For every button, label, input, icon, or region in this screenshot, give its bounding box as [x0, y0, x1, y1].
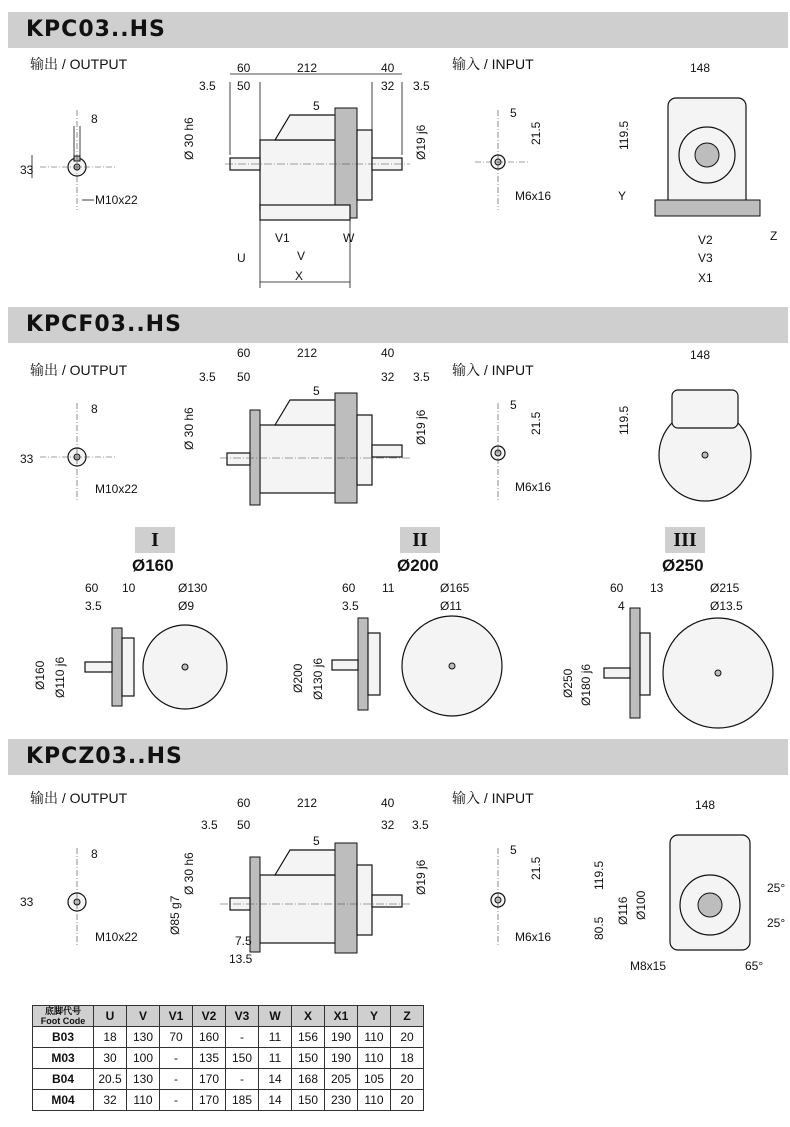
dim-V1: V1	[275, 231, 290, 245]
table-cell: -	[226, 1069, 259, 1090]
table-cell: -	[160, 1090, 193, 1111]
dim-5-input: 5	[510, 398, 517, 412]
table-cell: 190	[325, 1048, 358, 1069]
table-cell: 11	[259, 1048, 292, 1069]
flange-dim-10: 13	[650, 581, 664, 595]
column-header-foot-code	[33, 1006, 94, 1027]
dim-d85-g7: Ø85 g7	[168, 895, 182, 935]
dim-5: 5	[313, 99, 320, 113]
table-cell: 170	[193, 1069, 226, 1090]
flange-dim-60: 60	[610, 581, 624, 595]
table-cell: 11	[259, 1027, 292, 1048]
dim-119-5: 119.5	[617, 120, 631, 150]
thread-m6: M6x16	[515, 930, 552, 944]
table-cell: 168	[292, 1069, 325, 1090]
dim-212: 212	[297, 346, 318, 360]
dim-d19-j6: Ø19 j6	[414, 124, 428, 160]
dim-212: 212	[297, 796, 318, 810]
table-cell: 110	[358, 1027, 391, 1048]
table-cell: 14	[259, 1090, 292, 1111]
angle-65: 65°	[745, 959, 764, 973]
output-label: 输出 / OUTPUT	[30, 56, 128, 72]
dim-21-5: 21.5	[529, 121, 543, 145]
dim-3-5: 3.5	[199, 79, 216, 93]
flange-dim-hole: Ø13.5	[710, 599, 743, 613]
dim-W: W	[343, 231, 355, 245]
header-foot-code-cn: 底脚代号	[44, 1006, 81, 1016]
table-cell: 110	[127, 1090, 160, 1111]
table-cell: 156	[292, 1027, 325, 1048]
table-row	[33, 1048, 424, 1069]
table-cell: 185	[226, 1090, 259, 1111]
side-view-drawing	[182, 60, 435, 290]
table-cell: 32	[94, 1090, 127, 1111]
front-view-base-flange	[585, 795, 790, 980]
flange-dim-3-5: 4	[618, 599, 625, 613]
section-header-kpc03	[8, 12, 788, 48]
table-cell: 150	[292, 1048, 325, 1069]
output-label: 输出 / OUTPUT	[30, 790, 128, 806]
dim-119-5: 119.5	[617, 405, 631, 435]
table-cell: 14	[259, 1069, 292, 1090]
dim-d116: Ø116	[616, 896, 630, 925]
dim-50: 50	[237, 370, 251, 384]
flange-dim-outer: Ø215	[710, 581, 740, 595]
section-title: KPCF03..HS	[26, 312, 182, 337]
table-cell: -	[226, 1027, 259, 1048]
dim-3-5-right: 3.5	[412, 818, 429, 832]
dim-3-5: 3.5	[199, 370, 216, 384]
table-cell: 230	[325, 1090, 358, 1111]
output-shaft-end-view	[20, 395, 160, 505]
dim-d100: Ø100	[634, 890, 648, 920]
dim-X1: X1	[698, 271, 713, 285]
flange-dim-dia: Ø160	[33, 660, 47, 690]
table-cell: 100	[127, 1048, 160, 1069]
table-cell: -	[160, 1069, 193, 1090]
section-header-kpcz03	[8, 739, 788, 775]
dim-40: 40	[381, 796, 395, 810]
input-shaft-end-view	[470, 100, 610, 220]
flange-dim-60: 60	[342, 581, 356, 595]
dim-33: 33	[20, 895, 34, 909]
flange-diameter-I: Ø160	[132, 556, 174, 575]
dim-3-5-right: 3.5	[413, 370, 430, 384]
input-shaft-end-view	[470, 395, 610, 505]
dim-148: 148	[690, 61, 711, 75]
thread-m8: M8x15	[630, 959, 667, 973]
table-cell: 190	[325, 1027, 358, 1048]
table-cell: -	[160, 1048, 193, 1069]
table-cell: 30	[94, 1048, 127, 1069]
table-row	[33, 1069, 424, 1090]
column-header: Z	[391, 1006, 424, 1027]
table-cell: 130	[127, 1027, 160, 1048]
dim-7-5: 7.5	[235, 934, 252, 948]
header-foot-code-en: Foot Code	[40, 1016, 86, 1026]
dim-33: 33	[20, 452, 34, 466]
dim-d19-j6: Ø19 j6	[414, 409, 428, 445]
output-shaft-end-view	[20, 100, 160, 220]
dim-d30-h6: Ø 30 h6	[182, 407, 196, 450]
flange-tab-III: III	[665, 527, 705, 553]
dim-40: 40	[381, 61, 395, 75]
dim-d30-h6: Ø 30 h6	[182, 852, 196, 895]
dim-40: 40	[381, 346, 395, 360]
section-title: KPC03..HS	[26, 17, 166, 42]
thread-m6: M6x16	[515, 189, 552, 203]
flange-diameter-III: Ø250	[662, 556, 704, 575]
dim-5: 5	[313, 834, 320, 848]
flange-dim-dia: Ø250	[561, 668, 575, 698]
flange-tab-II: II	[400, 527, 440, 553]
column-header: Y	[358, 1006, 391, 1027]
foot-code-cell: M03	[33, 1048, 94, 1069]
section-title: KPCZ03..HS	[26, 744, 183, 769]
flange-dim-60: 60	[85, 581, 99, 595]
table-row	[33, 1090, 424, 1111]
table-cell: 20	[391, 1027, 424, 1048]
foot-code-table	[32, 1005, 424, 1111]
dim-148: 148	[690, 348, 711, 362]
flange-dim-10: 11	[382, 581, 395, 595]
column-header: V	[127, 1006, 160, 1027]
column-header: X1	[325, 1006, 358, 1027]
output-label: 输出 / OUTPUT	[30, 362, 128, 378]
dim-V3: V3	[698, 251, 713, 265]
dim-5-input: 5	[510, 106, 517, 120]
front-view-flange	[610, 345, 780, 510]
dim-80-5: 80.5	[592, 916, 606, 940]
angle-25-bottom: 25°	[767, 916, 786, 930]
flange-I-drawing	[30, 578, 260, 718]
flange-dim-3-5: 3.5	[85, 599, 102, 613]
column-header: V3	[226, 1006, 259, 1027]
dim-60: 60	[237, 346, 251, 360]
thread-m10: M10x22	[95, 930, 138, 944]
table-cell: 70	[160, 1027, 193, 1048]
input-label: 输入 / INPUT	[452, 362, 534, 378]
flange-dim-outer: Ø130	[178, 581, 208, 595]
table-cell: 20	[391, 1069, 424, 1090]
side-view-flange	[182, 345, 435, 510]
column-header: W	[259, 1006, 292, 1027]
thread-m10: M10x22	[95, 193, 138, 207]
dim-50: 50	[237, 79, 251, 93]
flange-dim-centering: Ø180 j6	[579, 663, 593, 706]
table-cell: 205	[325, 1069, 358, 1090]
table-cell: 105	[358, 1069, 391, 1090]
dim-5-input: 5	[510, 843, 517, 857]
flange-dim-dia: Ø200	[291, 663, 305, 693]
flange-dim-hole: Ø9	[178, 599, 195, 613]
dim-8: 8	[91, 847, 98, 861]
table-cell: 150	[226, 1048, 259, 1069]
table-cell: 135	[193, 1048, 226, 1069]
flange-dim-10: 10	[122, 581, 136, 595]
dim-212: 212	[297, 61, 318, 75]
dim-Y: Y	[618, 189, 627, 203]
dim-Z: Z	[770, 229, 778, 243]
dim-32: 32	[381, 79, 395, 93]
dim-d30-h6: Ø 30 h6	[182, 117, 196, 160]
column-header: U	[94, 1006, 127, 1027]
flange-III-drawing	[560, 578, 785, 728]
flange-diameter-II: Ø200	[397, 556, 439, 575]
dim-60: 60	[237, 61, 251, 75]
table-cell: 170	[193, 1090, 226, 1111]
flange-dim-outer: Ø165	[440, 581, 470, 595]
angle-25-top: 25°	[767, 881, 786, 895]
thread-m10: M10x22	[95, 482, 138, 496]
column-header: V1	[160, 1006, 193, 1027]
dim-3-5-right: 3.5	[413, 79, 430, 93]
table-cell: 18	[391, 1048, 424, 1069]
dim-119-5: 119.5	[592, 860, 606, 890]
dim-32: 32	[381, 818, 395, 832]
table-header-row	[33, 1006, 424, 1027]
table-cell: 110	[358, 1090, 391, 1111]
table-cell: 20	[391, 1090, 424, 1111]
table-row	[33, 1027, 424, 1048]
dim-3-5: 3.5	[201, 818, 218, 832]
table-cell: 110	[358, 1048, 391, 1069]
side-view-base-flange	[165, 795, 440, 970]
dim-148: 148	[695, 798, 716, 812]
front-view-foot	[610, 60, 790, 295]
flange-dim-centering: Ø110 j6	[53, 656, 67, 698]
section-header-kpcf03	[8, 307, 788, 343]
flange-II-drawing	[290, 578, 530, 723]
foot-code-cell: M04	[33, 1090, 94, 1111]
dim-60: 60	[237, 796, 251, 810]
dim-U: U	[237, 251, 246, 265]
table-cell: 130	[127, 1069, 160, 1090]
dim-V2: V2	[698, 233, 713, 247]
dim-V: V	[297, 249, 306, 263]
thread-m6: M6x16	[515, 480, 552, 494]
flange-dim-3-5: 3.5	[342, 599, 359, 613]
table-cell: 150	[292, 1090, 325, 1111]
dim-8: 8	[91, 402, 98, 416]
dim-32: 32	[381, 370, 395, 384]
dim-50: 50	[237, 818, 251, 832]
column-header: X	[292, 1006, 325, 1027]
output-shaft-end-view	[20, 840, 160, 950]
foot-code-cell: B03	[33, 1027, 94, 1048]
dim-21-5: 21.5	[529, 856, 543, 880]
dim-21-5: 21.5	[529, 411, 543, 435]
input-label: 输入 / INPUT	[452, 56, 534, 72]
dim-13-5: 13.5	[229, 952, 253, 966]
foot-code-cell: B04	[33, 1069, 94, 1090]
dim-8: 8	[91, 112, 98, 126]
input-label: 输入 / INPUT	[452, 790, 534, 806]
flange-dim-centering: Ø130 j6	[311, 657, 325, 700]
table-cell: 160	[193, 1027, 226, 1048]
table-cell: 18	[94, 1027, 127, 1048]
dim-33: 33	[20, 163, 34, 177]
table-cell: 20.5	[94, 1069, 127, 1090]
flange-dim-hole: Ø11	[440, 599, 462, 613]
flange-tab-I: I	[135, 527, 175, 553]
column-header: V2	[193, 1006, 226, 1027]
dim-X: X	[295, 269, 304, 283]
dim-d19-j6: Ø19 j6	[414, 859, 428, 895]
dim-5: 5	[313, 384, 320, 398]
